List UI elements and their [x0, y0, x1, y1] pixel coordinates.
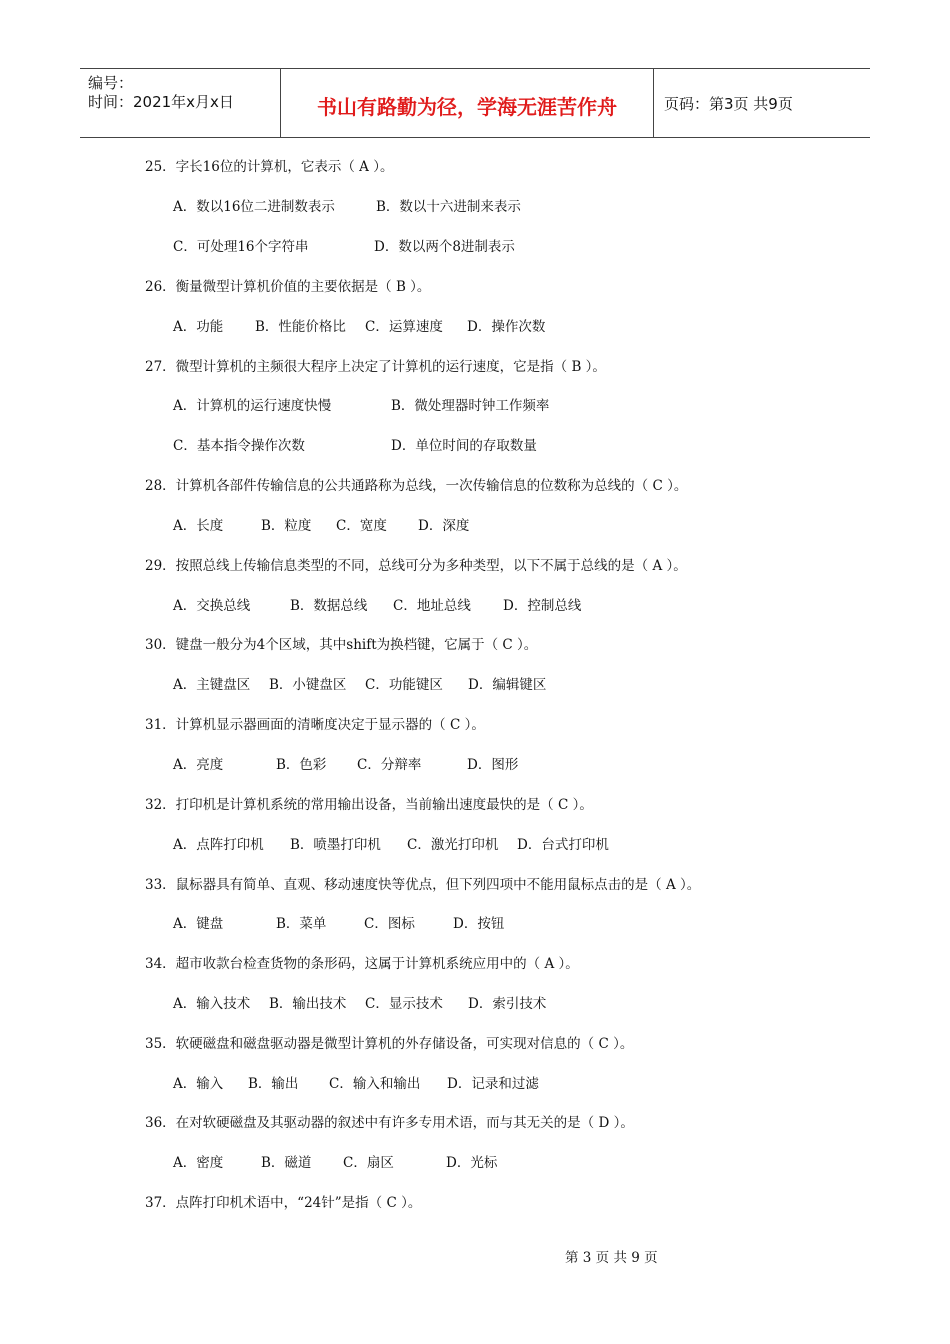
option-a: A．输入技术: [173, 996, 251, 1012]
option-d: D．编辑键区: [468, 677, 547, 693]
option-d: D．操作次数: [467, 319, 546, 335]
option-a: A．主键盘区: [173, 677, 251, 693]
option-d: D．单位时间的存取数量: [391, 438, 537, 454]
option-b: B．数据总线: [290, 598, 368, 614]
question-26-stem: 26．衡量微型计算机价值的主要依据是（ B ）。: [145, 279, 431, 295]
option-c: C．扇区: [343, 1155, 394, 1171]
option-a: A．亮度: [173, 757, 224, 773]
header-motto-cell: [281, 69, 654, 137]
option-d: D．控制总线: [503, 598, 582, 614]
option-c: C．宽度: [336, 518, 387, 534]
option-a: A．输入: [173, 1076, 224, 1092]
footer-page-number: 第 3 页 共 9 页: [565, 1250, 658, 1266]
option-c: C．地址总线: [393, 598, 471, 614]
question-30-stem: 30．键盘一般分为4个区域，其中shift为换档键，它属于（ C ）。: [145, 637, 538, 653]
option-a: A．功能: [173, 319, 224, 335]
question-28-options: [173, 517, 469, 535]
option-a: A．点阵打印机: [173, 837, 264, 853]
question-26-options: [173, 318, 545, 336]
question-30-options: [173, 676, 546, 694]
option-a: A．密度: [173, 1155, 224, 1171]
option-b: B．色彩: [276, 757, 327, 773]
option-b: B．微处理器时钟工作频率: [391, 398, 550, 414]
option-c: C．可处理16个字符串: [173, 239, 309, 255]
question-25-options-row-1: [173, 198, 521, 216]
option-b: B．输出: [248, 1076, 299, 1092]
option-b: B．磁道: [261, 1155, 312, 1171]
document-time-label: 时间：2021年x月x日: [88, 93, 234, 111]
question-36-options: [173, 1154, 497, 1172]
question-27-stem: 27．微型计算机的主频很大程序上决定了计算机的运行速度，它是指（ B ）。: [145, 359, 606, 375]
question-27-options-row-2: [173, 437, 537, 455]
option-d: D．按钮: [453, 916, 505, 932]
option-b: B．输出技术: [269, 996, 347, 1012]
header-page-cell: [654, 69, 870, 137]
option-d: D．索引技术: [468, 996, 547, 1012]
header-motto: 书山有路勤为径，学海无涯苦作舟: [317, 95, 617, 119]
question-35-stem: 35．软硬磁盘和磁盘驱动器是微型计算机的外存储设备，可实现对信息的（ C ）。: [145, 1036, 634, 1052]
option-c: C．激光打印机: [407, 837, 499, 853]
option-b: B．喷墨打印机: [290, 837, 381, 853]
option-b: B．小键盘区: [269, 677, 347, 693]
question-34-stem: 34．超市收款台检查货物的条形码，这属于计算机系统应用中的（ A ）。: [145, 956, 579, 972]
option-c: C．输入和输出: [329, 1076, 421, 1092]
question-29-options: [173, 597, 581, 615]
question-31-stem: 31．计算机显示器画面的清晰度决定于显示器的（ C ）。: [145, 717, 485, 733]
question-25-options-row-2: [173, 238, 515, 256]
option-d: D．深度: [418, 518, 470, 534]
question-27-options-row-1: [173, 397, 549, 415]
option-c: C．运算速度: [365, 319, 443, 335]
header-page-number: 页码：第3页 共9页: [664, 95, 793, 113]
option-c: C．分辩率: [357, 757, 422, 773]
option-a: A．计算机的运行速度快慢: [173, 398, 332, 414]
question-33-stem: 33．鼠标器具有简单、直观、移动速度快等优点，但下列四项中不能用鼠标点击的是（ A ）。: [145, 877, 701, 893]
option-d: D．图形: [467, 757, 519, 773]
option-c: C．功能键区: [365, 677, 443, 693]
option-c: C．显示技术: [365, 996, 443, 1012]
header-meta-cell: [80, 69, 281, 137]
question-36-stem: 36．在对软硬磁盘及其驱动器的叙述中有许多专用术语，而与其无关的是（ D ）。: [145, 1115, 634, 1131]
question-25-stem: 25．字长16位的计算机，它表示（ A ）。: [145, 159, 394, 175]
question-28-stem: 28．计算机各部件传输信息的公共通路称为总线，一次传输信息的位数称为总线的（ C ）。: [145, 478, 688, 494]
question-34-options: [173, 995, 546, 1013]
document-number-label: 编号：: [88, 74, 134, 92]
option-b: B．性能价格比: [255, 319, 346, 335]
option-a: A．键盘: [173, 916, 224, 932]
option-b: B．粒度: [261, 518, 312, 534]
option-d: D．记录和过滤: [447, 1076, 539, 1092]
option-c: C．基本指令操作次数: [173, 438, 305, 454]
option-d: D．数以两个8进制表示: [374, 239, 515, 255]
option-c: C．图标: [364, 916, 415, 932]
option-b: B．菜单: [276, 916, 327, 932]
option-a: A．长度: [173, 518, 224, 534]
option-d: D．台式打印机: [517, 837, 609, 853]
option-a: A．数以16位二进制数表示: [173, 199, 335, 215]
page-header: [80, 68, 870, 138]
option-d: D．光标: [446, 1155, 498, 1171]
question-31-options: [173, 756, 518, 774]
question-32-stem: 32．打印机是计算机系统的常用输出设备，当前输出速度最快的是（ C ）。: [145, 797, 593, 813]
option-a: A．交换总线: [173, 598, 251, 614]
question-35-options: [173, 1075, 539, 1093]
question-33-options: [173, 915, 504, 933]
question-32-options: [173, 836, 609, 854]
question-29-stem: 29．按照总线上传输信息类型的不同，总线可分为多种类型，以下不属于总线的是（ A ）。: [145, 558, 687, 574]
question-37-stem: 37．点阵打印机术语中，“24针”是指（ C ）。: [145, 1195, 422, 1211]
option-b: B．数以十六进制来表示: [376, 199, 521, 215]
